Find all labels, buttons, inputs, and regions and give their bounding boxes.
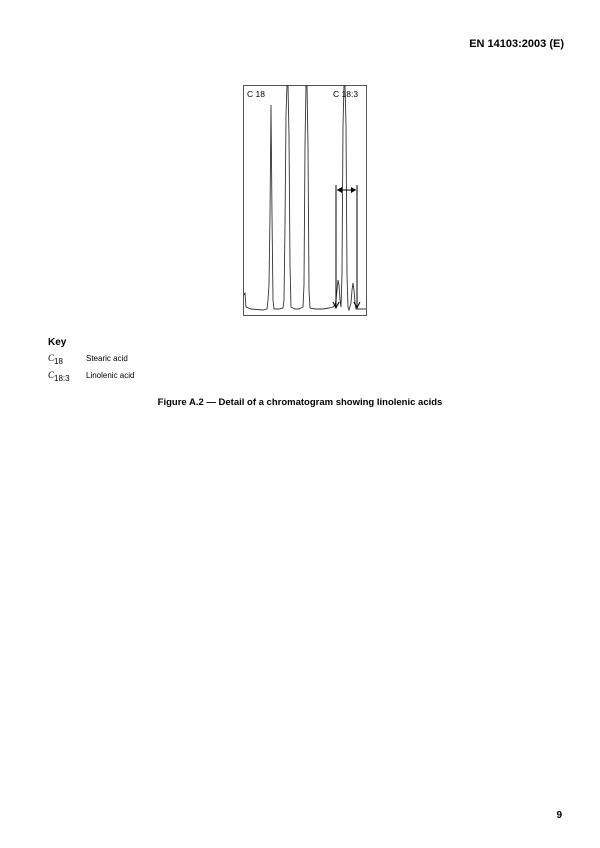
page-number: 9 [556, 810, 562, 821]
key-description: Stearic acid [86, 354, 128, 363]
figure-caption: Figure A.2 — Detail of a chromatogram showing linolenic acids [157, 397, 443, 408]
key-symbol: C18:3 [48, 370, 70, 383]
standard-identifier: EN 14103:2003 (E) [469, 38, 564, 50]
key-heading: Key [48, 337, 67, 348]
key-symbol: C18 [48, 353, 63, 366]
chromatogram-plot [243, 85, 367, 316]
key-description: Linolenic acid [86, 371, 135, 380]
chromatogram-figure [243, 85, 367, 316]
peak-label-c18-3: C 18:3 [333, 89, 359, 99]
peak-label-c18: C 18 [247, 89, 265, 99]
